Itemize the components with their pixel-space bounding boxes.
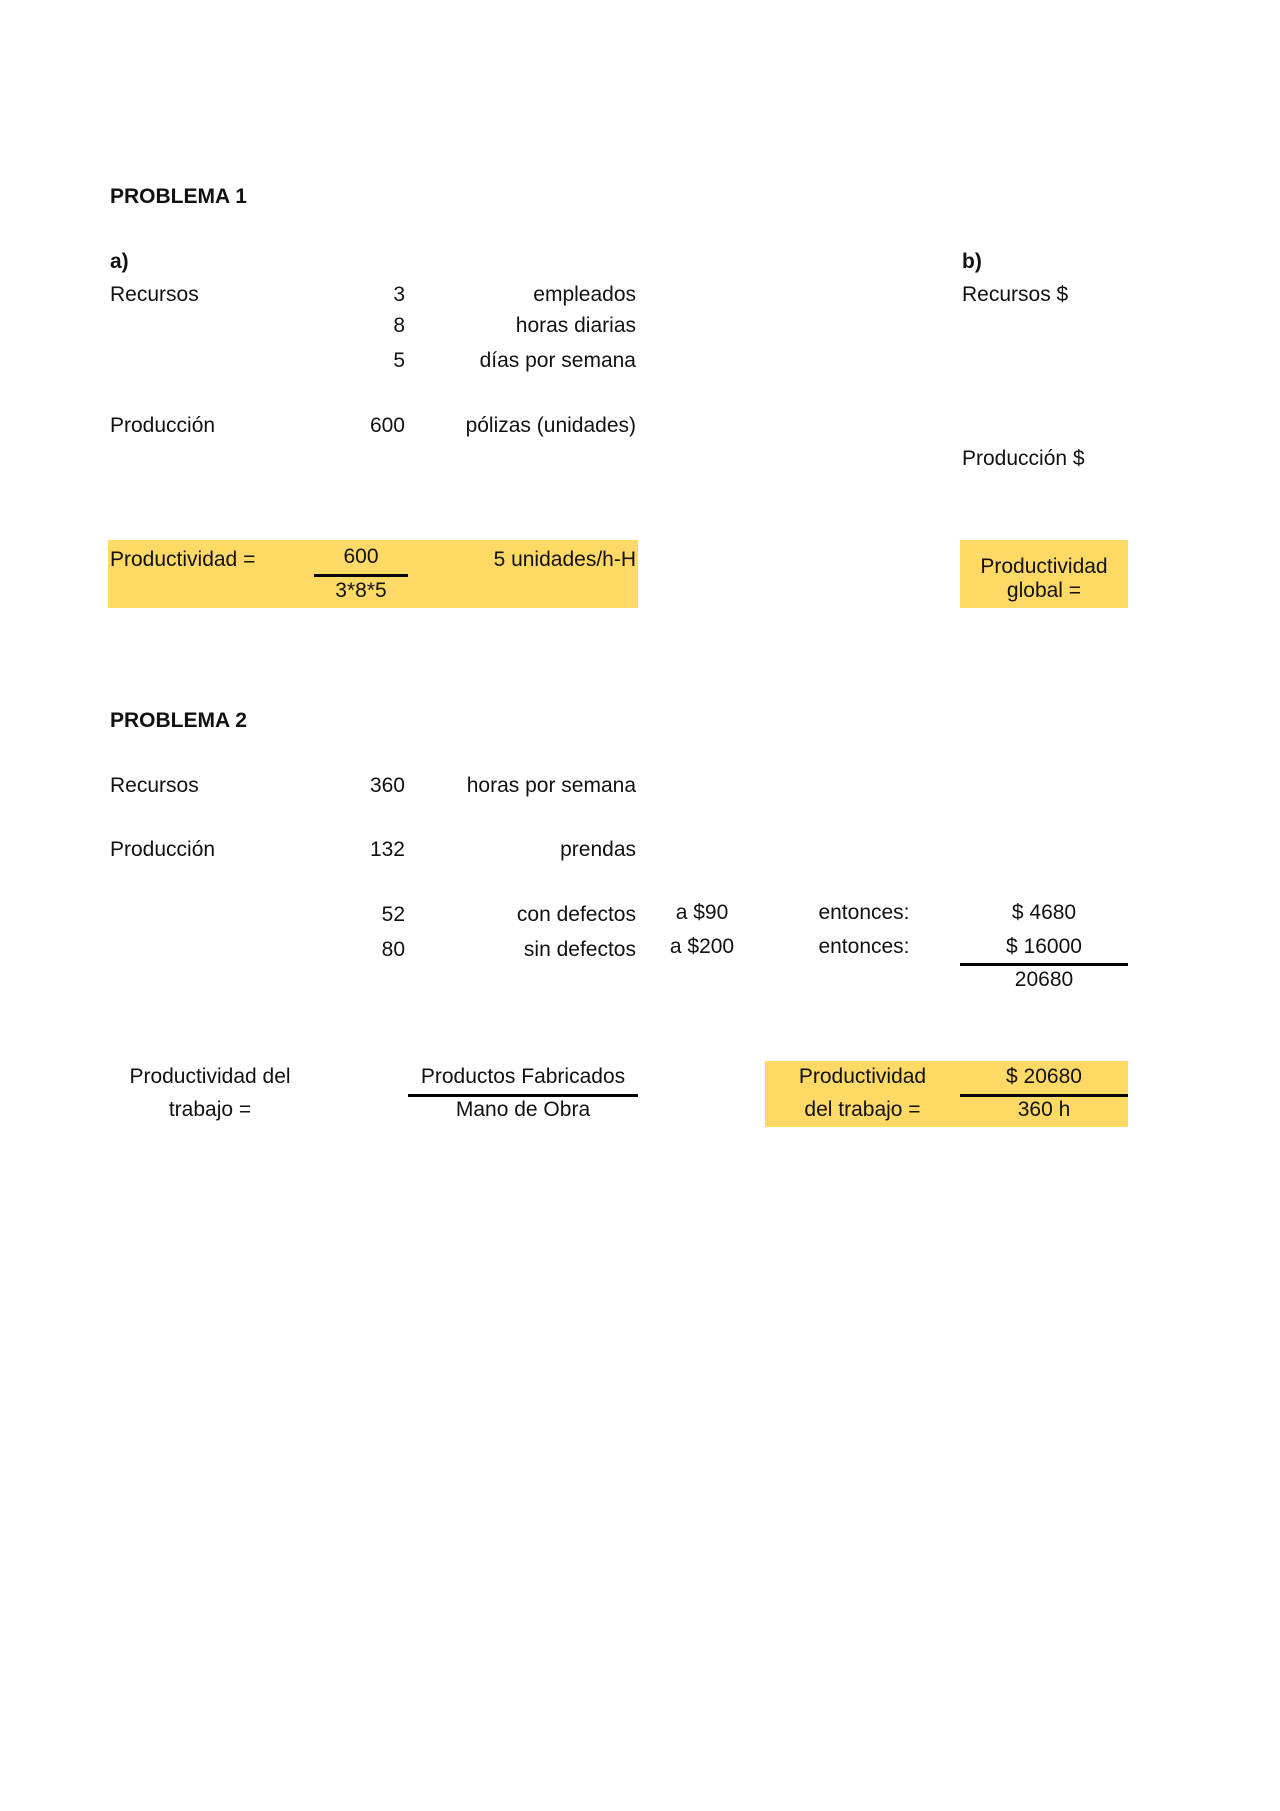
formula-numerator: Productos Fabricados <box>420 1065 626 1088</box>
produccion-unit: pólizas (unidades) <box>465 414 636 437</box>
p2-recursos-label: Recursos <box>110 774 199 797</box>
item-desc: con defectos <box>516 903 636 926</box>
formula-label-line2: trabajo = <box>168 1098 252 1121</box>
recursos-horas-unit: horas diarias <box>515 314 636 337</box>
productividad-global-line2: global = <box>1006 579 1082 602</box>
item-qty: 52 <box>381 903 405 926</box>
problem1-title: PROBLEMA 1 <box>110 185 247 208</box>
recursos-empleados-unit: empleados <box>533 283 636 306</box>
part-a-label: a) <box>110 250 129 273</box>
formula-label-line1: Productividad del <box>129 1065 291 1088</box>
productividad-global-line1: Productividad <box>980 555 1108 578</box>
fraction-bar-a <box>314 574 408 577</box>
problem2-title: PROBLEMA 2 <box>110 709 247 732</box>
item-then: entonces: <box>818 901 910 924</box>
recursos-dollar-label: Recursos $ <box>962 283 1069 306</box>
item-price: a $90 <box>675 901 729 924</box>
item-price: a $200 <box>669 935 735 958</box>
item-desc: sin defectos <box>523 938 636 961</box>
part-b-label: b) <box>962 250 982 273</box>
productividad-a-numerator: 600 <box>343 545 379 568</box>
recursos-label: Recursos <box>110 283 199 306</box>
produccion-label: Producción <box>110 414 216 437</box>
item-total: $ 16000 <box>1006 935 1082 958</box>
p2-produccion-unit: prendas <box>560 838 636 861</box>
sum-bar <box>960 963 1128 966</box>
p2-recursos-unit: horas por semana <box>466 774 636 797</box>
p2-recursos-value: 360 <box>369 774 405 797</box>
sum-total: 20680 <box>1014 968 1074 991</box>
result-numerator: $ 20680 <box>1006 1065 1082 1088</box>
item-total: $ 4680 <box>1011 901 1077 924</box>
productividad-a-denominator: 3*8*5 <box>335 579 387 602</box>
formula-denominator: Mano de Obra <box>455 1098 591 1121</box>
item-then: entonces: <box>818 935 910 958</box>
produccion-dollar-label: Producción $ <box>962 447 1085 470</box>
item-qty: 80 <box>381 938 405 961</box>
recursos-empleados-value: 3 <box>393 283 405 306</box>
result-denominator: 360 h <box>1017 1098 1071 1121</box>
recursos-dias-value: 5 <box>393 349 405 372</box>
produccion-value: 600 <box>369 414 405 437</box>
productividad-a-label: Productividad = <box>110 548 256 571</box>
p2-produccion-value: 132 <box>369 838 405 861</box>
p2-produccion-label: Producción <box>110 838 216 861</box>
result-label-line2: del trabajo = <box>804 1098 921 1121</box>
result-label-line1: Productividad <box>798 1065 927 1088</box>
productividad-a-result: 5 unidades/h-H <box>493 548 636 571</box>
recursos-dias-unit: días por semana <box>479 349 636 372</box>
recursos-horas-value: 8 <box>393 314 405 337</box>
